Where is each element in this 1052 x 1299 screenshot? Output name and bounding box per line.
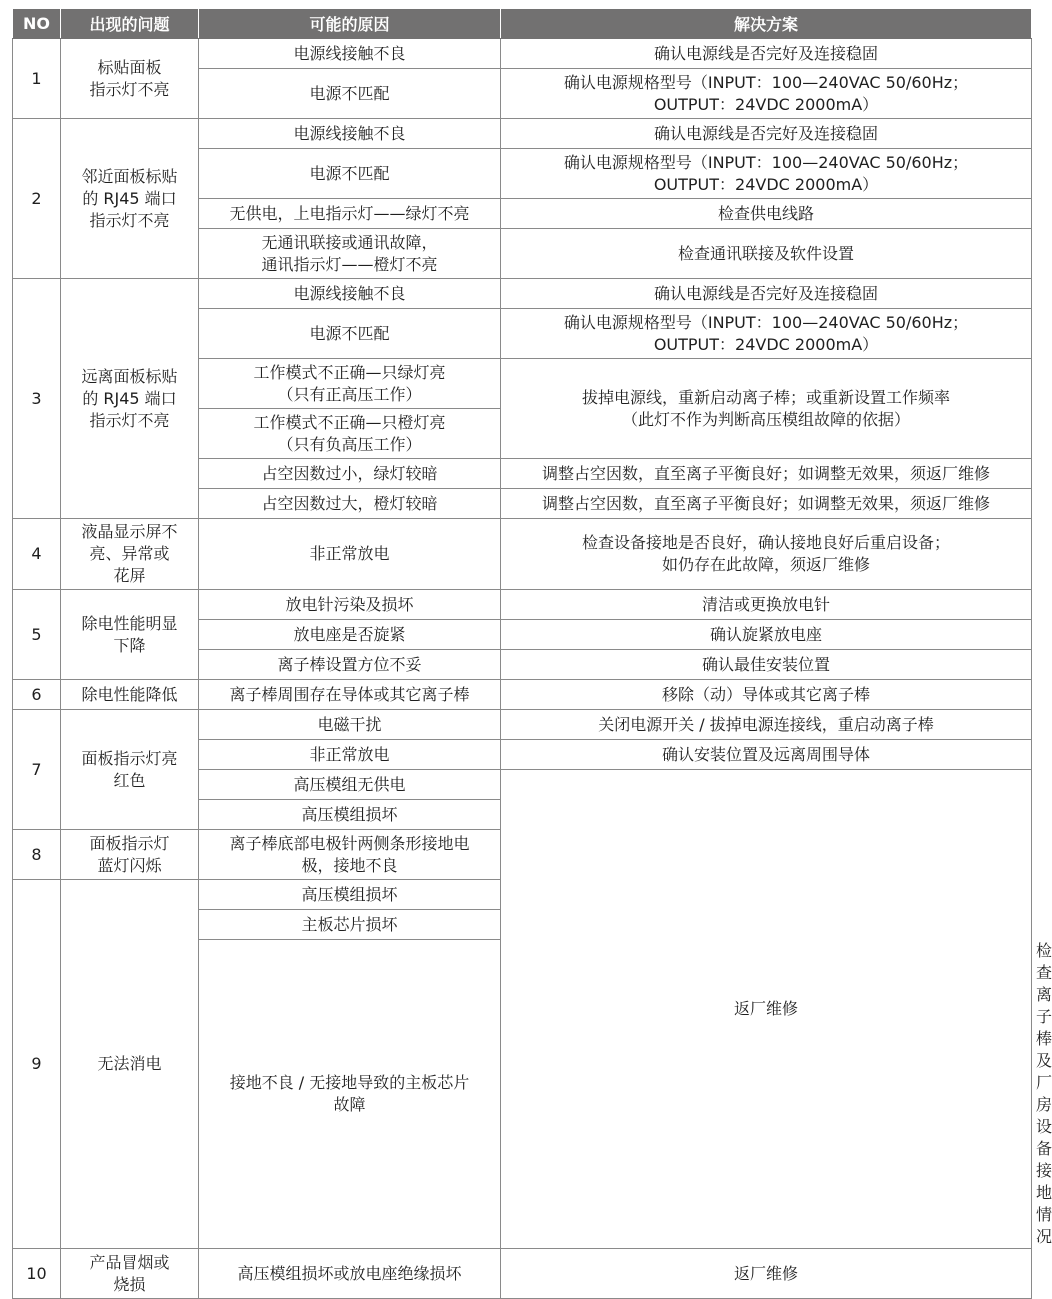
table-row: [13, 279, 1032, 309]
solution-cell: 检查通讯联接及软件设置: [501, 229, 1032, 279]
cause-cell: 无通讯联接或通讯故障， 通讯指示灯——橙灯不亮: [199, 229, 501, 279]
row-number: 2: [13, 119, 61, 279]
solution-cell: 确认电源规格型号（INPUT：100—240VAC 50/60Hz； OUTPUT：24VDC 2000mA）: [501, 69, 1032, 119]
row-number: 10: [13, 1249, 61, 1299]
cause-cell: 占空因数过大，橙灯较暗: [199, 489, 501, 519]
cause-cell: 非正常放电: [199, 519, 501, 590]
cause-cell: 高压模组无供电: [199, 770, 501, 800]
cause-cell: 高压模组损坏: [199, 880, 501, 910]
solution-cell: 返厂维修: [501, 770, 1032, 1249]
solution-cell: 调整占空因数，直至离子平衡良好；如调整无效果，须返厂维修: [501, 459, 1032, 489]
solution-cell: 关闭电源开关 / 拔掉电源连接线，重启动离子棒: [501, 710, 1032, 740]
cause-cell: 工作模式不正确—只绿灯亮 （只有正高压工作）: [199, 359, 501, 409]
issue-cell: 除电性能明显 下降: [61, 590, 199, 680]
table-row: 接地不良 / 无接地导致的主板芯片 故障 检查离子棒及厂房设备接地情况: [13, 940, 1032, 1249]
troubleshooting-table: [12, 8, 1052, 1299]
solution-cell: 确认电源线是否完好及连接稳固: [501, 119, 1032, 149]
solution-cell: 确认电源规格型号（INPUT：100—240VAC 50/60Hz； OUTPUT：24VDC 2000mA）: [501, 309, 1032, 359]
cause-cell: 占空因数过小，绿灯较暗: [199, 459, 501, 489]
cause-cell: 电源线接触不良: [199, 119, 501, 149]
cause-cell: 工作模式不正确—只橙灯亮 （只有负高压工作）: [199, 409, 501, 459]
cause-cell: 离子棒设置方位不妥: [199, 650, 501, 680]
cause-cell: 主板芯片损坏: [199, 910, 501, 940]
troubleshooting-sheet: [12, 8, 1052, 1299]
table-row: [13, 39, 1032, 69]
issue-cell: 面板指示灯亮 红色: [61, 710, 199, 830]
cause-cell: 非正常放电: [199, 740, 501, 770]
cause-cell: 电源线接触不良: [199, 39, 501, 69]
issue-cell: 面板指示灯 蓝灯闪烁: [61, 830, 199, 880]
solution-cell: 检查设备接地是否良好，确认接地良好后重启设备； 如仍存在此故障，须返厂维修: [501, 519, 1032, 590]
header-cause: 可能的原因: [199, 9, 501, 39]
cause-cell: 电源不匹配: [199, 309, 501, 359]
header-solution: 解决方案: [501, 9, 1032, 39]
row-number: 5: [13, 590, 61, 680]
table-row: [13, 710, 1032, 740]
issue-cell: 远离面板标贴 的 RJ45 端口 指示灯不亮: [61, 279, 199, 519]
solution-cell: 确认安装位置及远离周围导体: [501, 740, 1032, 770]
issue-cell: 邻近面板标贴 的 RJ45 端口 指示灯不亮: [61, 119, 199, 279]
issue-cell: 标贴面板 指示灯不亮: [61, 39, 199, 119]
row-number: 8: [13, 830, 61, 880]
header-issue: 出现的问题: [61, 9, 199, 39]
issue-cell: 产品冒烟或 烧损: [61, 1249, 199, 1299]
row-number: 3: [13, 279, 61, 519]
row-number: 7: [13, 710, 61, 830]
issue-cell: 除电性能降低: [61, 680, 199, 710]
solution-cell: 确认旋紧放电座: [501, 620, 1032, 650]
solution-cell: 拔掉电源线，重新启动离子棒；或重新设置工作频率 （此灯不作为判断高压模组故障的依据）: [501, 359, 1032, 459]
solution-cell: 确认电源线是否完好及连接稳固: [501, 279, 1032, 309]
solution-cell: 检查供电线路: [501, 199, 1032, 229]
row-number: 4: [13, 519, 61, 590]
cause-cell: 接地不良 / 无接地导致的主板芯片 故障: [199, 940, 501, 1249]
row-number: 6: [13, 680, 61, 710]
cause-cell: 电源线接触不良: [199, 279, 501, 309]
solution-cell: 移除（动）导体或其它离子棒: [501, 680, 1032, 710]
table-row: [13, 680, 1032, 710]
row-number: 1: [13, 39, 61, 119]
cause-cell: 高压模组损坏: [199, 800, 501, 830]
table-row: [13, 519, 1032, 590]
table-row: [13, 119, 1032, 149]
solution-cell: 调整占空因数，直至离子平衡良好；如调整无效果，须返厂维修: [501, 489, 1032, 519]
cause-cell: 离子棒周围存在导体或其它离子棒: [199, 680, 501, 710]
cause-cell: 高压模组损坏或放电座绝缘损坏: [199, 1249, 501, 1299]
solution-cell: 确认最佳安装位置: [501, 650, 1032, 680]
solution-cell: 清洁或更换放电针: [501, 590, 1032, 620]
table-row: [13, 1249, 1032, 1299]
table-row: [13, 590, 1032, 620]
solution-cell: 确认电源规格型号（INPUT：100—240VAC 50/60Hz； OUTPUT：24VDC 2000mA）: [501, 149, 1032, 199]
cause-cell: 放电针污染及损坏: [199, 590, 501, 620]
cause-cell: 电源不匹配: [199, 149, 501, 199]
header-no: NO: [13, 9, 61, 39]
solution-cell: 确认电源线是否完好及连接稳固: [501, 39, 1032, 69]
cause-cell: 电源不匹配: [199, 69, 501, 119]
solution-cell: 返厂维修: [501, 1249, 1032, 1299]
row-number: 9: [13, 880, 61, 1249]
header-row: [13, 9, 1032, 39]
issue-cell: 液晶显示屏不 亮、异常或 花屏: [61, 519, 199, 590]
cause-cell: 电磁干扰: [199, 710, 501, 740]
cause-cell: 放电座是否旋紧: [199, 620, 501, 650]
cause-cell: 无供电，上电指示灯——绿灯不亮: [199, 199, 501, 229]
cause-cell: 离子棒底部电极针两侧条形接地电 极，接地不良: [199, 830, 501, 880]
issue-cell: 无法消电: [61, 880, 199, 1249]
